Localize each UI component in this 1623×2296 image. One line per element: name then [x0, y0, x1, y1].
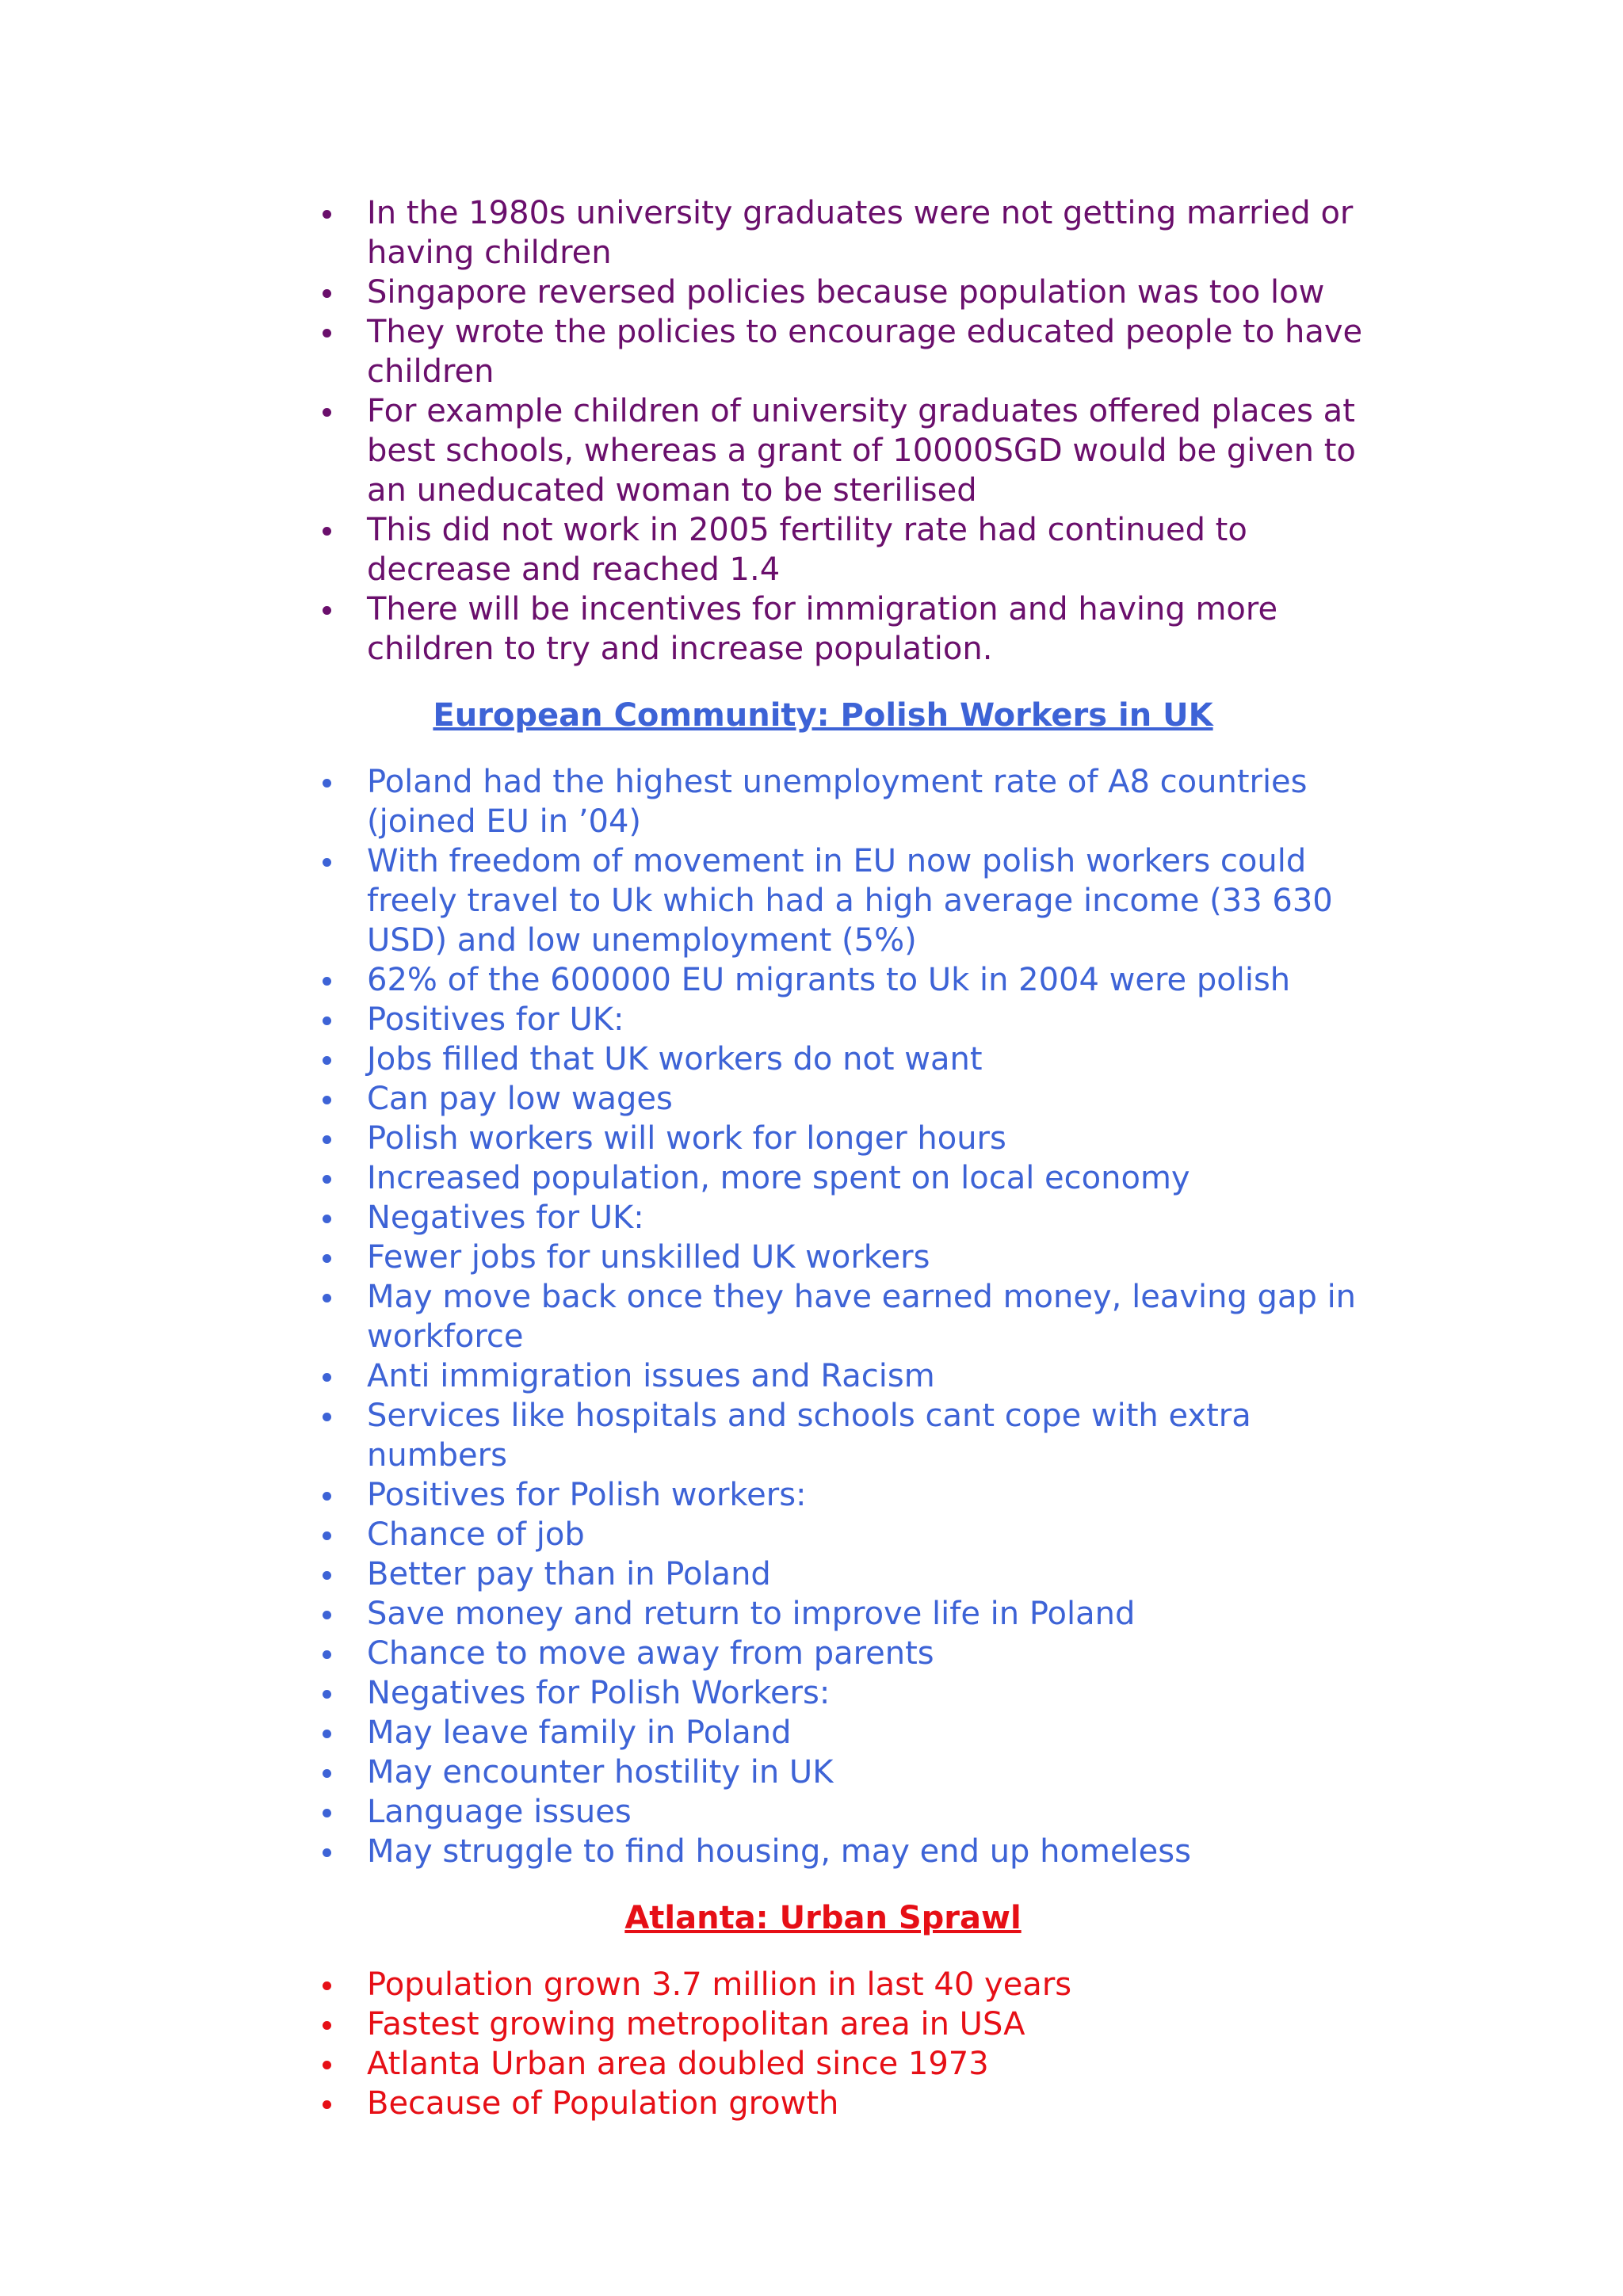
bullet-icon — [323, 1254, 331, 1263]
document-content — [315, 193, 1369, 2123]
bullet-icon — [323, 329, 331, 338]
list-item: Poland had the highest unemployment rate of A8 countries (joined EU in ’04) — [315, 762, 1369, 841]
list-item: May encounter hostility in UK — [315, 1753, 1369, 1792]
bullet-icon — [323, 1135, 331, 1144]
bullet-icon — [323, 1690, 331, 1699]
bullet-icon — [323, 1294, 331, 1302]
list-item: This did not work in 2005 fertility rate had continued to decrease and reached 1.4 — [315, 510, 1369, 589]
bullet-icon — [323, 1056, 331, 1065]
list-item: Can pay low wages — [315, 1079, 1369, 1119]
polish-workers-heading: European Community: Polish Workers in UK — [433, 697, 1213, 734]
list-item: 62% of the 600000 EU migrants to Uk in 2004 were polish — [315, 960, 1369, 1000]
bullet-icon — [323, 1611, 331, 1619]
bullet-icon — [323, 1215, 331, 1223]
polish-workers-bullet-list — [315, 762, 1369, 1871]
list-item: Chance of job — [315, 1515, 1369, 1554]
list-item: Language issues — [315, 1792, 1369, 1832]
list-item: They wrote the policies to encourage educated people to have children — [315, 312, 1369, 391]
bullet-icon — [323, 1373, 331, 1382]
list-item: May move back once they have earned money, leaving gap in workforce — [315, 1277, 1369, 1356]
bullet-icon — [323, 1571, 331, 1580]
bullet-icon — [323, 1016, 331, 1025]
bullet-icon — [323, 1730, 331, 1738]
bullet-icon — [323, 1175, 331, 1184]
list-item: Negatives for Polish Workers: — [315, 1673, 1369, 1713]
list-item: Because of Population growth — [315, 2084, 1369, 2123]
list-item: Save money and return to improve life in Poland — [315, 1594, 1369, 1634]
list-item: For example children of university graduates offered places at best schools, whereas a grant of 10000SGD would be given to an uneducated woman to be sterilised — [315, 391, 1369, 510]
bullet-icon — [323, 1981, 331, 1990]
bullet-icon — [323, 1492, 331, 1501]
list-item: In the 1980s university graduates were not getting married or having children — [315, 193, 1369, 273]
bullet-icon — [323, 1650, 331, 1659]
list-item: Jobs filled that UK workers do not want — [315, 1039, 1369, 1079]
list-item: Population grown 3.7 million in last 40 years — [315, 1965, 1369, 2004]
list-item: Anti immigration issues and Racism — [315, 1356, 1369, 1396]
list-item: Polish workers will work for longer hours — [315, 1119, 1369, 1158]
bullet-icon — [323, 779, 331, 788]
list-item: Services like hospitals and schools cant cope with extra numbers — [315, 1396, 1369, 1475]
atlanta-bullet-list — [315, 1965, 1369, 2123]
singapore-bullet-list — [315, 193, 1369, 669]
bullet-icon — [323, 408, 331, 417]
bullet-icon — [323, 1096, 331, 1104]
list-item: Negatives for UK: — [315, 1198, 1369, 1238]
bullet-icon — [323, 2100, 331, 2109]
list-item: Increased population, more spent on local economy — [315, 1158, 1369, 1198]
atlanta-heading: Atlanta: Urban Sprawl — [624, 1900, 1022, 1936]
bullet-icon — [323, 2061, 331, 2069]
bullet-icon — [323, 1809, 331, 1817]
list-item: Chance to move away from parents — [315, 1634, 1369, 1673]
list-item: Atlanta Urban area doubled since 1973 — [315, 2044, 1369, 2084]
bullet-icon — [323, 289, 331, 298]
list-item: Positives for Polish workers: — [315, 1475, 1369, 1515]
list-item: Fewer jobs for unskilled UK workers — [315, 1238, 1369, 1277]
list-item: May struggle to find housing, may end up homeless — [315, 1832, 1369, 1871]
bullet-icon — [323, 2021, 331, 2030]
bullet-icon — [323, 527, 331, 536]
list-item: Fastest growing metropolitan area in USA — [315, 2004, 1369, 2044]
bullet-icon — [323, 1531, 331, 1540]
bullet-icon — [323, 977, 331, 986]
list-item: Positives for UK: — [315, 1000, 1369, 1039]
bullet-icon — [323, 1413, 331, 1421]
list-item: Singapore reversed policies because population was too low — [315, 273, 1369, 312]
bullet-icon — [323, 858, 331, 867]
bullet-icon — [323, 1769, 331, 1778]
bullet-icon — [323, 210, 331, 219]
list-item: Better pay than in Poland — [315, 1554, 1369, 1594]
bullet-icon — [323, 1848, 331, 1857]
list-item: May leave family in Poland — [315, 1713, 1369, 1753]
list-item: With freedom of movement in EU now polish workers could freely travel to Uk which had a high average income (33 630 USD) and low unemployment (5%) — [315, 841, 1369, 960]
bullet-icon — [323, 606, 331, 615]
list-item: There will be incentives for immigration and having more children to try and increase population. — [315, 589, 1369, 669]
